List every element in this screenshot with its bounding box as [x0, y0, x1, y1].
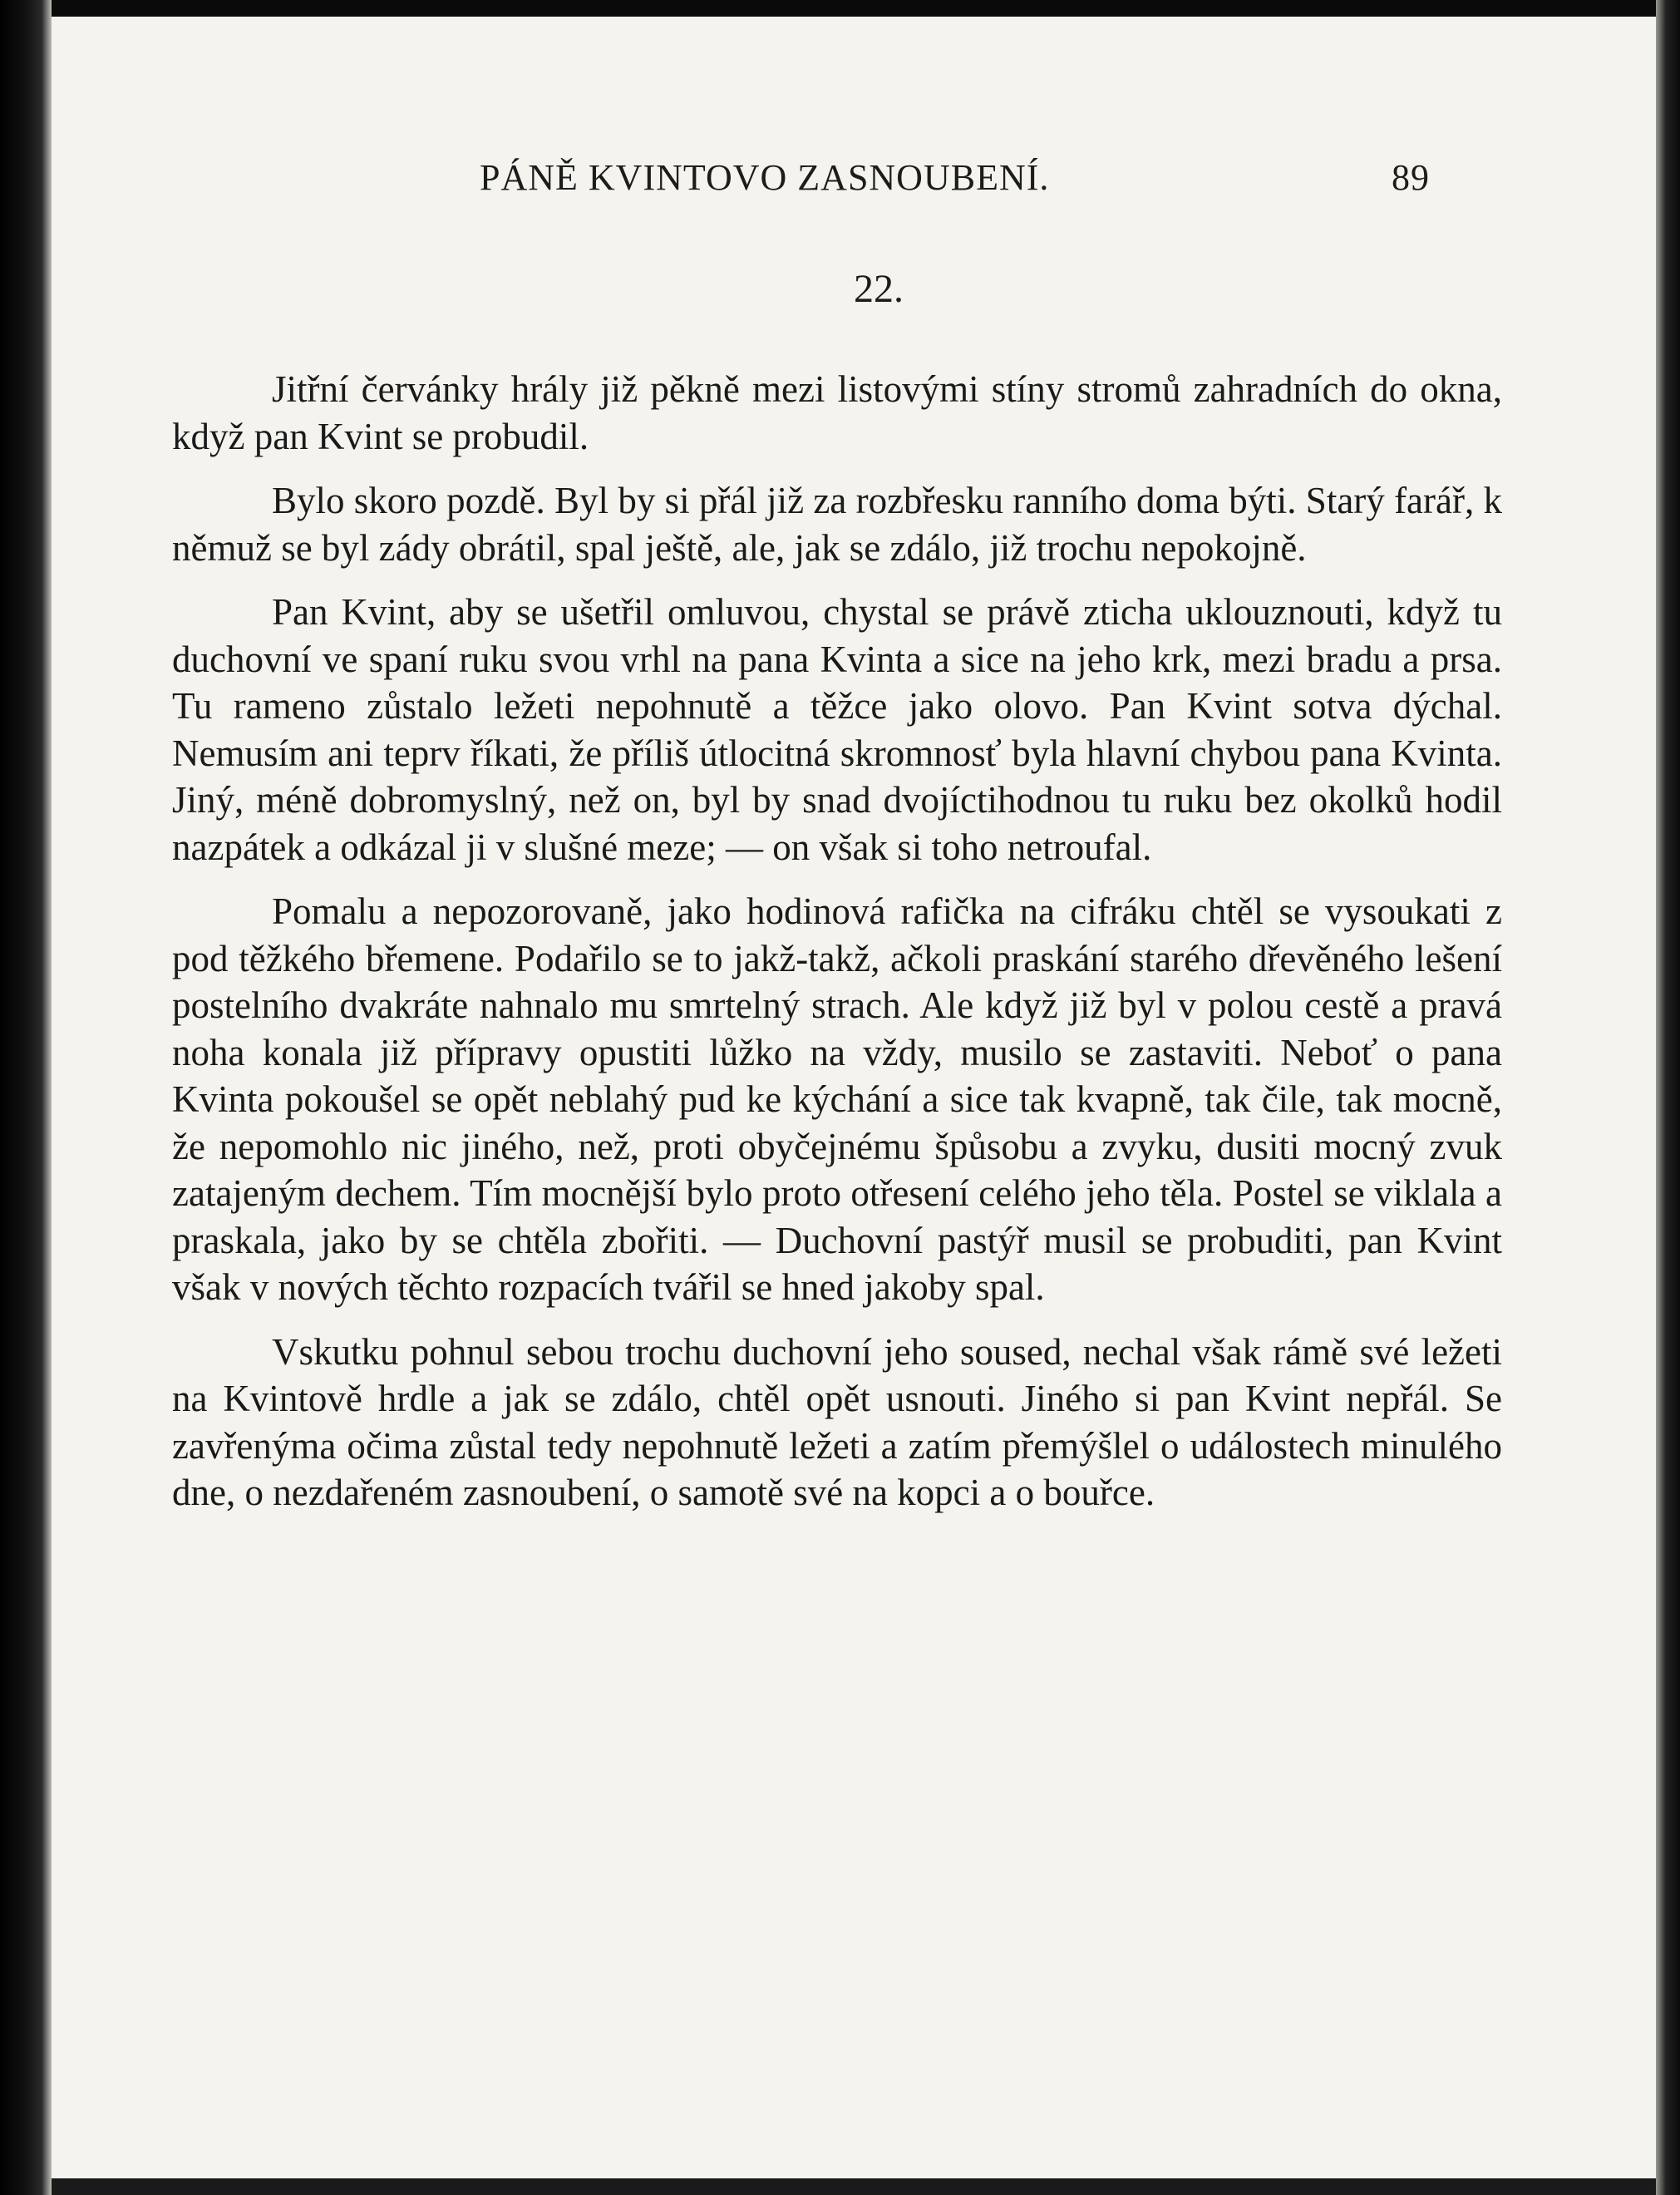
- page-header: [52, 141, 1656, 208]
- book-page: [52, 17, 1656, 2178]
- paragraph: Pomalu a nepozorovaně, jako hodinová rafička na cifráku chtěl se vysoukati z pod těžkého břemene. Podařilo se to jakž-takž, ačkoli praskání starého dřevěného lešení postelního dvakráte nahnalo mu smrtelný strach. Ale když již byl v polou cestě a pravá noha konala již přípravy opustiti lůžko na vždy, musilo se zastaviti. Neboť o pana Kvinta pokoušel se opět neblahý pud ke kýchání a sice tak kvapně, tak čile, tak mocně, že nepomohlo nic jiného, než, proti obyčejnému špůsobu a zvyku, dusiti mocný zvuk zatajeným dechem. Tím mocnější bylo proto otřesení celého jeho těla. Postel se viklala a praskala, jako by se chtěla zbořiti. — Duchovní pastýř musil se probuditi, pan Kvint však v nových těchto rozpacích tvářil se hned jakoby spal.: [172, 890, 1502, 1308]
- paragraph: Jitřní červánky hrály již pěkně mezi listovými stíny stromů zahradních do okna, když pan Kvint se probudil.: [172, 368, 1502, 457]
- running-title: PÁNĚ KVINTOVO ZASNOUBENÍ.: [480, 157, 1050, 198]
- paragraph: Pan Kvint, aby se ušetřil omluvou, chystal se právě zticha uklouznouti, když tu duchovní ve spaní ruku svou vrhl na pana Kvinta a sice na jeho krk, mezi bradu a prsa. Tu rameno zůstalo ležeti nepohnutě a těžce jako olovo. Pan Kvint sotva dýchal. Nemusím ani teprv říkati, že příliš útlocitná skromnosť byla hlavní chybou pana Kvinta. Jiný, méně dobromyslný, než on, byl by snad dvojíctihodnou tu ruku bez okolků hodil nazpátek a odkázal ji v slušné meze; — on však si toho netroufal.: [172, 591, 1502, 868]
- scan-top-edge: [0, 0, 1680, 17]
- page-number: 89: [1392, 157, 1430, 198]
- paragraph: Bylo skoro pozdě. Byl by si přál již za rozbřesku ranního doma býti. Starý farář, k němuž se byl zády obrátil, spal ještě, ale, jak se zdálo, již trochu nepokojně.: [172, 480, 1502, 569]
- body-text: [172, 366, 1502, 1517]
- paragraph: Vskutku pohnul sebou trochu duchovní jeho soused, nechal však rámě své ležeti na Kvintově hrdle a jak se zdálo, chtěl opět usnouti. Jiného si pan Kvint nepřál. Se zavřenýma očima zůstal tedy nepohnutě ležeti a zatím přemýšlel o událostech minulého dne, o nezdařeném zasnoubení, o samotě své na kopci a o bouřce.: [172, 1330, 1502, 1513]
- chapter-number: 22.: [854, 267, 904, 311]
- book-binding-edge: [0, 0, 52, 2195]
- scan-right-edge: [1656, 0, 1680, 2195]
